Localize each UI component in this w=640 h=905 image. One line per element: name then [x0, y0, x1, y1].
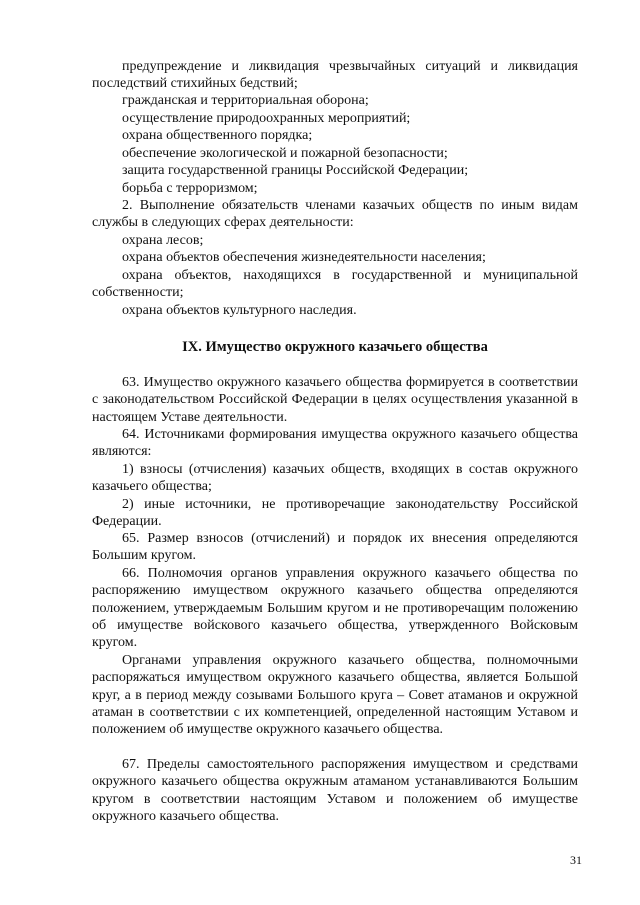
paragraph: защита государственной границы Российской Федерации; — [122, 163, 469, 178]
paragraph: охрана общественного порядка; — [122, 128, 313, 143]
paragraph: 2) иные источники, не противоречащие законодательству Российской Федерации. — [92, 497, 578, 530]
paragraph: обеспечение экологической и пожарной безопасности; — [122, 146, 448, 161]
paragraph: осуществление природоохранных мероприятий; — [122, 111, 411, 126]
paragraph: гражданская и территориальная оборона; — [122, 93, 369, 108]
paragraph: 64. Источниками формирования имущества окружного казачьего общества являются: — [92, 427, 578, 460]
paragraph: 66. Полномочия органов управления окружного казачьего общества по распоряжению имуществом окружного казачьего общества определяются положением, утверждаемым Большим кругом и не противоречащим положению об имуществе войскового казачьего общества, утвержденного Войсковым кругом. — [92, 566, 578, 651]
paragraph: Органами управления окружного казачьего общества, полномочными распоряжаться имуществом окружного казачьего общества, является Большой круг, а в период между созывами Большого круга – Совет атаманов и окружной атаман в соответствии с их компетенцией, определенной настоящим Уставом и положением об имуществе окружного казачьего общества. — [92, 653, 578, 738]
page-number: 31 — [570, 853, 582, 867]
paragraph: предупреждение и ликвидация чрезвычайных ситуаций и ликвидация последствий стихийных бедствий; — [92, 59, 578, 92]
paragraph: 63. Имущество окружного казачьего общества формируется в соответствии с законодательством Российской Федерации в целях осуществления указанной в настоящем Уставе деятельности. — [92, 375, 578, 425]
paragraph: охрана объектов обеспечения жизнедеятельности населения; — [122, 250, 486, 265]
paragraph: борьба с терроризмом; — [122, 181, 258, 196]
paragraph: 2. Выполнение обязательств членами казачьих обществ по иным видам службы в следующих сферах деятельности: — [92, 198, 578, 231]
section-title: IX. Имущество окружного казачьего общества — [182, 339, 488, 355]
paragraph: 1) взносы (отчисления) казачьих обществ, входящих в состав окружного казачьего общества; — [92, 462, 578, 495]
paragraph: 67. Пределы самостоятельного распоряжения имуществом и средствами окружного казачьего общества окружным атаманом устанавливаются Большим кругом в соответствии настоящим Уставом и положением об имуществе окружного казачьего общества. — [92, 757, 578, 824]
paragraph: охрана объектов, находящихся в государственной и муниципальной собственности; — [92, 268, 578, 301]
paragraph: охрана объектов культурного наследия. — [122, 303, 357, 318]
paragraph: 65. Размер взносов (отчислений) и порядок их внесения определяются Большим кругом. — [92, 531, 578, 564]
paragraph: охрана лесов; — [122, 233, 204, 248]
